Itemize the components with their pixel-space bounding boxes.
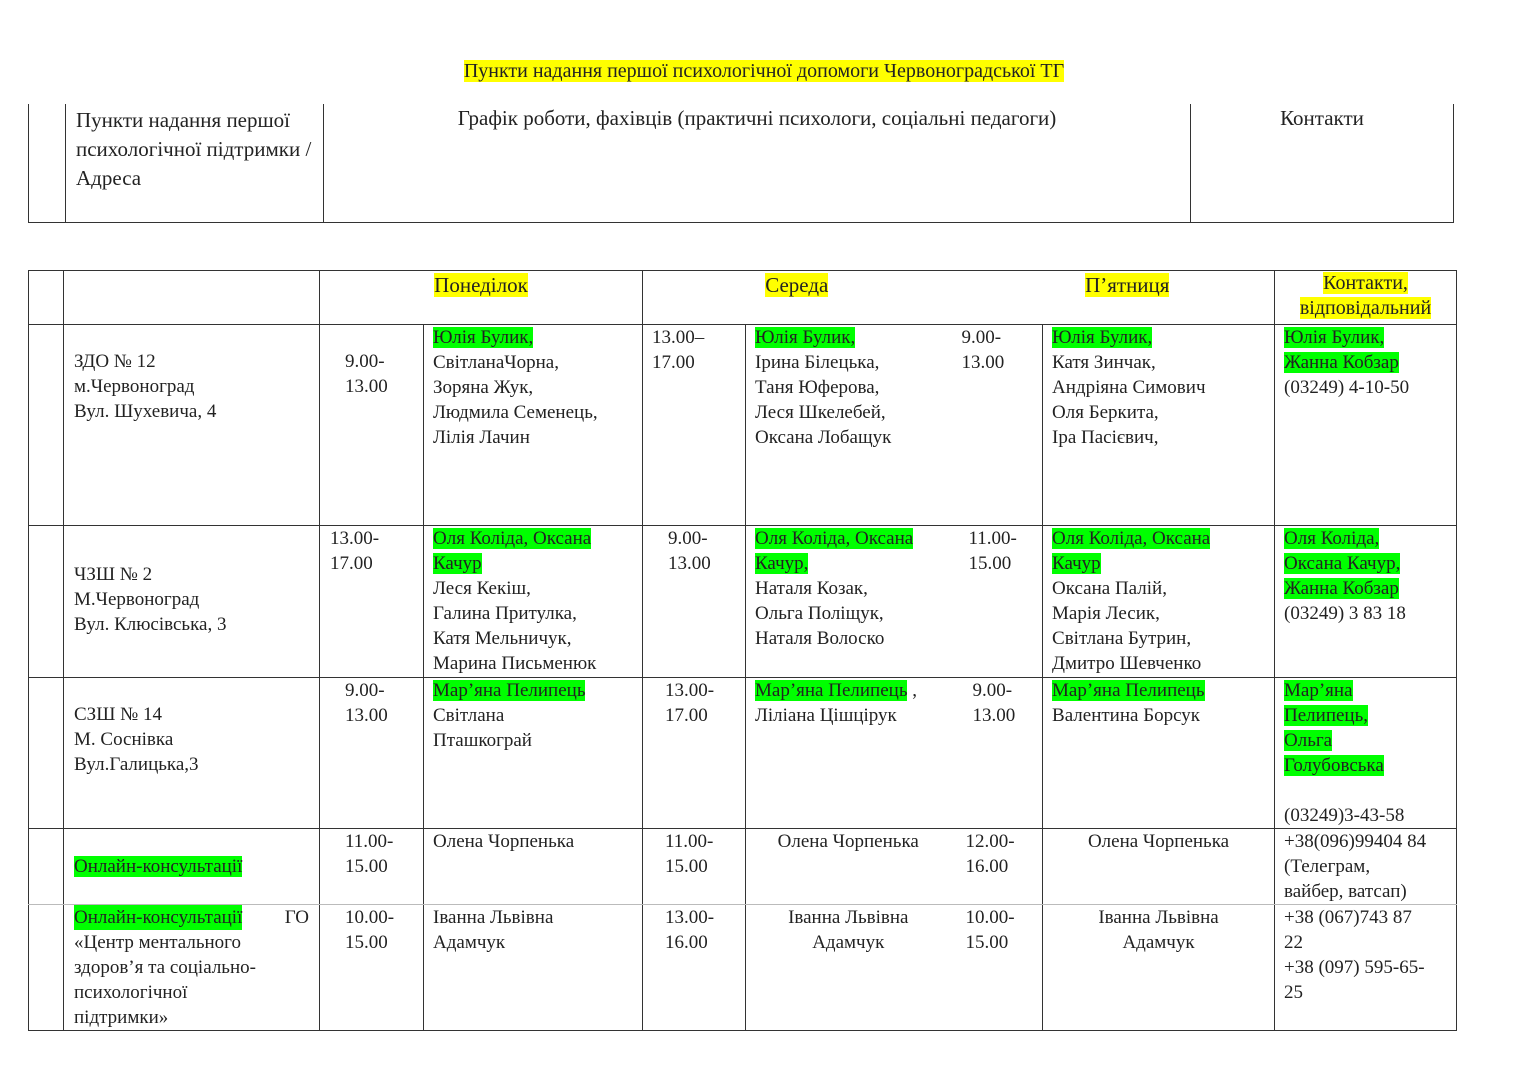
monday-staff-cell <box>424 325 643 526</box>
specialist: Ольга Поліщук, <box>755 603 884 624</box>
specialist: Оксана Лобащук <box>755 427 892 448</box>
specialist: Іванна Львівна <box>433 907 554 928</box>
specialist: Оксана Палій, <box>1052 578 1167 599</box>
monday-staff-cell <box>424 526 643 678</box>
wednesday-time: 13.00–17.00 <box>652 327 705 373</box>
header-contacts-cell <box>1191 104 1454 222</box>
specialist: Катя Мельничук, <box>433 628 572 649</box>
wednesday-time: 11.00-15.00 <box>665 831 714 877</box>
friday-staff-cell <box>1043 905 1275 1031</box>
specialist: Олена Чорпенька <box>1087 831 1230 852</box>
index-cell <box>29 829 64 905</box>
monday-time: 11.00-15.00 <box>345 831 394 877</box>
lead-specialist: Качур <box>433 553 482 574</box>
lead-specialist: Юлія Булик, <box>755 327 856 348</box>
contact-phone: (03249) 3 83 18 <box>1284 603 1406 624</box>
table-row <box>29 829 1457 905</box>
separator: , <box>907 680 917 701</box>
title-text: Пункти надання першої психологічної допомоги Червоноградської ТГ <box>463 60 1065 82</box>
specialist: Наталя Волоско <box>755 628 885 649</box>
friday-time-cell <box>951 325 1043 526</box>
header-schedule-label: Графік роботи, фахівців (практичні психологи, соціальні педагоги) <box>457 106 1057 130</box>
contacts-cell <box>1275 526 1457 678</box>
lead-specialist: Качур <box>1052 553 1101 574</box>
lead-specialist: Юлія Булик, <box>1052 327 1153 348</box>
table-row <box>29 325 1457 526</box>
header-table <box>28 104 1454 223</box>
monday-time: 13.00-17.00 <box>330 528 380 574</box>
contact-phone: (03249) 4-10-50 <box>1284 377 1410 398</box>
contact-phone: 25 <box>1284 982 1304 1003</box>
index-cell <box>29 325 64 526</box>
header-place-label: Пункти надання першої психологічної підтримки / Адреса <box>76 108 312 190</box>
specialist: Леся Кекіш, <box>433 578 531 599</box>
wednesday-label: Середа <box>765 273 829 297</box>
wednesday-staff-cell <box>746 829 951 905</box>
friday-staff-cell <box>1043 325 1275 526</box>
specialist: Пташкограй <box>433 730 532 751</box>
header-schedule-cell <box>324 104 1191 222</box>
monday-staff-cell <box>424 829 643 905</box>
wednesday-time-cell <box>643 829 746 905</box>
wednesday-time-cell <box>643 678 746 829</box>
friday-time: 9.00-13.00 <box>961 327 1005 373</box>
monday-time: 9.00-13.00 <box>345 680 388 726</box>
place-city: М.Червоноград <box>74 589 200 610</box>
contacts-label: Контакти, відповідальний <box>1299 272 1432 319</box>
online-consultation-label: Онлайн-консультації <box>74 907 243 928</box>
specialist: Адамчук <box>433 932 506 953</box>
place-name: ЧЗШ № 2 <box>74 564 153 585</box>
contacts-header <box>1275 271 1457 325</box>
specialist: Адамчук <box>812 932 885 953</box>
place-street: Вул. Шухевича, 4 <box>74 401 217 422</box>
specialist: Галина Притулка, <box>433 603 577 624</box>
specialist: Дмитро Шевченко <box>1052 653 1202 674</box>
lead-specialist: Качур, <box>755 553 809 574</box>
specialist: Лілія Лачин <box>433 427 530 448</box>
contacts-cell <box>1275 829 1457 905</box>
place-cell <box>64 678 320 829</box>
specialist: Андріяна Симович <box>1052 377 1206 398</box>
friday-staff-cell <box>1043 678 1275 829</box>
lead-specialist: Оля Коліда, Оксана <box>1052 528 1211 549</box>
friday-label: П’ятниця <box>1085 273 1170 297</box>
specialist: Олена Чорпенька <box>433 831 575 852</box>
specialist: Оля Беркита, <box>1052 402 1159 423</box>
monday-time-cell <box>320 526 424 678</box>
friday-time-cell <box>951 526 1043 678</box>
contact-note: (Телеграм, <box>1284 856 1371 877</box>
specialist: Світлана <box>433 705 505 726</box>
place-header-cell <box>64 271 320 325</box>
specialist: Олена Чорпенька <box>777 831 919 852</box>
friday-header <box>951 271 1275 325</box>
specialist: Валентина Борсук <box>1052 705 1201 726</box>
wednesday-staff-cell <box>746 526 951 678</box>
contact-person: Мар’яна <box>1284 680 1353 701</box>
schedule-table <box>28 270 1457 1031</box>
contact-phone: +38 (097) 595-65- <box>1284 957 1425 978</box>
wednesday-staff-cell <box>746 325 951 526</box>
specialist: Зоряна Жук, <box>433 377 534 398</box>
wednesday-header <box>643 271 951 325</box>
monday-time-cell <box>320 829 424 905</box>
monday-header <box>320 271 643 325</box>
contact-person: Пелипець, <box>1284 705 1369 726</box>
monday-time-cell <box>320 678 424 829</box>
specialist: Адамчук <box>1122 932 1195 953</box>
monday-time-cell <box>320 905 424 1031</box>
specialist: Наталя Козак, <box>755 578 868 599</box>
page-title <box>0 60 1528 83</box>
index-cell <box>29 526 64 678</box>
specialist: Іра Пасієвич, <box>1052 427 1159 448</box>
place-cell <box>64 325 320 526</box>
table-row <box>29 678 1457 829</box>
place-name: ЗДО № 12 <box>74 351 156 372</box>
organization-name: «Центр ментального <box>74 932 242 953</box>
place-name: СЗШ № 14 <box>74 704 162 725</box>
friday-time: 11.00-15.00 <box>968 528 1017 574</box>
contact-person: Голубовська <box>1284 755 1384 776</box>
lead-specialist: Оля Коліда, Оксана <box>755 528 914 549</box>
friday-time: 12.00-16.00 <box>965 831 1015 877</box>
header-place-cell <box>66 104 324 222</box>
specialist: СвітланаЧорна, <box>433 352 559 373</box>
specialist: Іванна Львівна <box>1098 907 1219 928</box>
place-street: Вул. Клюсівська, 3 <box>74 614 227 635</box>
table-row <box>29 905 1457 1031</box>
lead-specialist: Мар’яна Пелипець <box>433 680 586 701</box>
monday-label: Понеділок <box>434 273 528 297</box>
friday-time: 10.00-15.00 <box>965 907 1015 953</box>
place-cell <box>64 526 320 678</box>
header-contacts-label: Контакти <box>1280 106 1364 130</box>
lead-specialist: Мар’яна Пелипець <box>1052 680 1205 701</box>
specialist: Марія Лесик, <box>1052 603 1160 624</box>
organization-type: ГО <box>284 907 309 928</box>
contacts-cell <box>1275 905 1457 1031</box>
specialist: Світлана Бутрин, <box>1052 628 1192 649</box>
contact-person: Оксана Качур, <box>1284 553 1401 574</box>
contact-phone: +38 (067)743 87 <box>1284 907 1412 928</box>
place-cell <box>64 829 320 905</box>
index-cell <box>29 678 64 829</box>
index-cell <box>29 271 64 325</box>
contact-phone: +38(096)99404 84 <box>1284 831 1427 852</box>
place-street: Вул.Галицька,3 <box>74 754 199 775</box>
contacts-cell <box>1275 325 1457 526</box>
place-city: М. Соснівка <box>74 729 174 750</box>
online-consultation-label: Онлайн-консультації <box>74 856 243 877</box>
contact-person: Жанна Кобзар <box>1284 352 1399 373</box>
monday-time: 10.00-15.00 <box>345 907 395 953</box>
specialist: Катя Зинчак, <box>1052 352 1156 373</box>
wednesday-time-cell <box>643 526 746 678</box>
table-row <box>29 526 1457 678</box>
wednesday-time-cell <box>643 905 746 1031</box>
friday-time-cell <box>951 905 1043 1031</box>
friday-staff-cell <box>1043 526 1275 678</box>
contacts-cell <box>1275 678 1457 829</box>
header-index-cell <box>29 104 66 222</box>
wednesday-time-cell <box>643 325 746 526</box>
friday-time-cell <box>951 829 1043 905</box>
monday-time-cell <box>320 325 424 526</box>
contact-person: Ольга <box>1284 730 1333 751</box>
day-header-row <box>29 271 1457 325</box>
contact-phone: 22 <box>1284 932 1304 953</box>
place-cell <box>64 905 320 1031</box>
wednesday-staff-cell <box>746 678 951 829</box>
specialist: Таня Юферова, <box>755 377 880 398</box>
specialist: Ірина Білецька, <box>755 352 880 373</box>
wednesday-staff-cell <box>746 905 951 1031</box>
wednesday-time: 13.00-17.00 <box>665 680 715 726</box>
specialist: Ліліана Цішцірук <box>755 705 897 726</box>
specialist: Іванна Львівна <box>788 907 909 928</box>
lead-specialist: Мар’яна Пелипець <box>755 680 908 701</box>
monday-staff-cell <box>424 678 643 829</box>
specialist: Леся Шкелебей, <box>755 402 886 423</box>
friday-staff-cell <box>1043 829 1275 905</box>
contact-phone: (03249)3-43-58 <box>1284 805 1405 826</box>
organization-name: підтримки» <box>74 1007 169 1028</box>
specialist: Марина Письменюк <box>433 653 597 674</box>
monday-staff-cell <box>424 905 643 1031</box>
contact-person: Оля Коліда, <box>1284 528 1380 549</box>
organization-name: здоров’я та соціально- <box>74 957 256 978</box>
lead-specialist: Оля Коліда, Оксана <box>433 528 592 549</box>
wednesday-time: 13.00-16.00 <box>665 907 715 953</box>
place-city: м.Червоноград <box>74 376 195 397</box>
lead-specialist: Юлія Булик, <box>433 327 534 348</box>
index-cell <box>29 905 64 1031</box>
organization-name: психологічної <box>74 982 188 1003</box>
monday-time: 9.00-13.00 <box>345 351 388 397</box>
friday-time: 9.00-13.00 <box>972 680 1016 726</box>
friday-time-cell <box>951 678 1043 829</box>
organization-line <box>74 930 309 955</box>
contact-note: вайбер, ватсап) <box>1284 881 1407 902</box>
contact-person: Юлія Булик, <box>1284 327 1385 348</box>
specialist: Людмила Семенець, <box>433 402 598 423</box>
contact-person: Жанна Кобзар <box>1284 578 1399 599</box>
wednesday-time: 9.00-13.00 <box>668 528 711 574</box>
